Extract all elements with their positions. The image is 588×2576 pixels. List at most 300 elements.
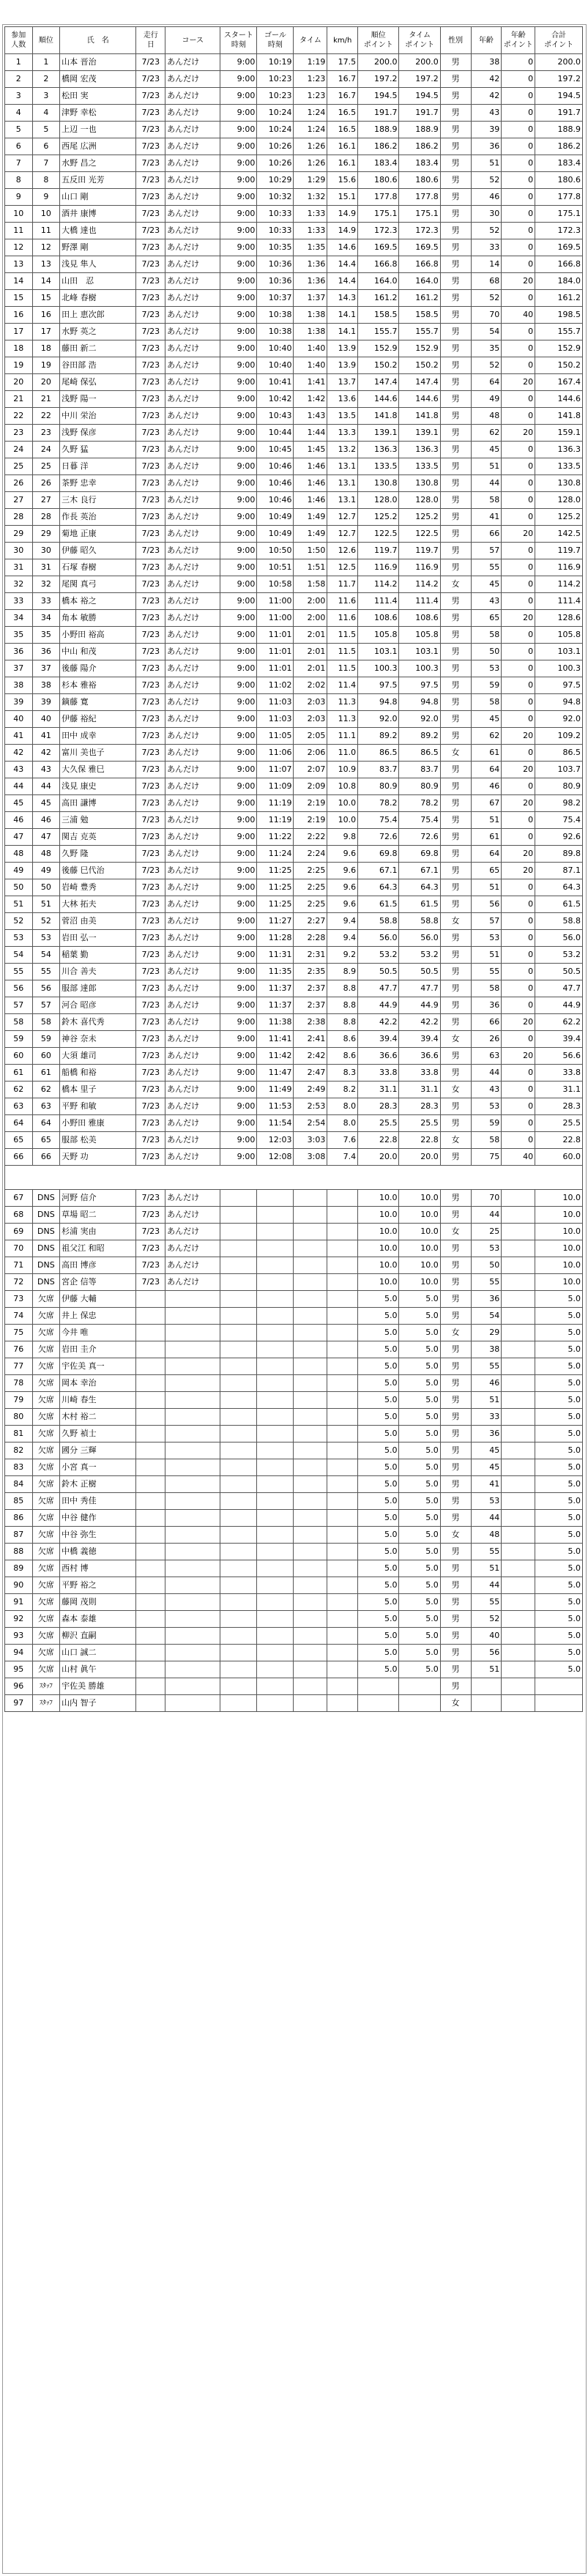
course-cell: あんだけ [165,1207,220,1224]
course-cell [165,1459,220,1476]
participant-no-cell: 90 [5,1577,33,1594]
goal-time-cell: 10:26 [257,138,294,155]
table-row [5,1098,583,1115]
course-cell: あんだけ [165,576,220,593]
rank-points-cell: 75.4 [358,812,399,829]
age-points-cell: 20 [502,846,535,863]
goal-time-cell [257,1325,294,1341]
age-points-cell: 20 [502,374,535,391]
age-cell: 50 [471,644,502,660]
gender-cell: 男 [440,1257,471,1274]
speed-cell: 9.4 [327,913,358,930]
gender-cell: 男 [440,1426,471,1443]
time-cell [294,1358,327,1375]
time-cell: 2:02 [294,677,327,694]
table-row [5,829,583,846]
time-cell: 1:24 [294,122,327,138]
total-points-cell: 62.2 [535,1014,583,1031]
goal-time-cell: 11:42 [257,1048,294,1065]
participant-no-cell: 22 [5,408,33,425]
run-date-cell: 7/23 [136,273,165,290]
table-row [5,896,583,913]
time-cell: 1:36 [294,273,327,290]
gender-cell: 男 [440,1611,471,1628]
run-date-cell [136,1308,165,1325]
speed-cell [327,1476,358,1493]
gender-cell: 男 [440,543,471,559]
rank-points-cell: 5.0 [358,1661,399,1678]
name-cell: 水野 英之 [60,324,136,340]
start-time-cell: 9:00 [220,239,257,256]
run-date-cell: 7/23 [136,879,165,896]
speed-cell: 9.8 [327,829,358,846]
goal-time-cell: 11:47 [257,1065,294,1082]
time-cell: 2:07 [294,762,327,778]
run-date-cell: 7/23 [136,1082,165,1098]
rank-cell: 56 [32,980,60,997]
table-row [5,1115,583,1132]
rank-points-cell: 122.5 [358,526,399,543]
time-cell: 2:01 [294,660,327,677]
participant-no-cell: 85 [5,1493,33,1510]
goal-time-cell: 10:33 [257,206,294,223]
age-cell: 52 [471,172,502,189]
goal-time-cell [257,1207,294,1224]
name-cell: 田中 成幸 [60,728,136,745]
course-cell [165,1443,220,1459]
start-time-cell: 9:00 [220,273,257,290]
time-cell [294,1645,327,1661]
rank-points-cell: 158.5 [358,307,399,324]
age-points-cell: 0 [502,122,535,138]
time-cell: 1:29 [294,172,327,189]
run-date-cell: 7/23 [136,374,165,391]
speed-cell: 13.7 [327,374,358,391]
table-row [5,1048,583,1065]
table-row [5,1274,583,1291]
age-cell: 14 [471,256,502,273]
time-cell: 2:38 [294,1014,327,1031]
age-cell: 58 [471,492,502,509]
gender-cell: 男 [440,273,471,290]
time-cell: 1:24 [294,105,327,122]
time-cell [294,1274,327,1291]
course-cell: あんだけ [165,1132,220,1149]
table-row [5,795,583,812]
course-cell: あんだけ [165,930,220,947]
age-points-cell [502,1476,535,1493]
speed-cell: 14.9 [327,223,358,239]
header-name: 氏 名 [60,27,136,54]
name-cell: 山口 剛 [60,189,136,206]
goal-time-cell: 11:54 [257,1115,294,1132]
start-time-cell: 9:00 [220,223,257,239]
rank-points-cell: 5.0 [358,1325,399,1341]
gender-cell: 男 [440,509,471,526]
speed-cell [327,1274,358,1291]
table-row [5,644,583,660]
run-date-cell: 7/23 [136,1257,165,1274]
age-cell: 44 [471,475,502,492]
name-cell: 高田 謙博 [60,795,136,812]
total-points-cell: 5.0 [535,1459,583,1476]
rank-points-cell: 155.7 [358,324,399,340]
age-cell: 66 [471,1014,502,1031]
course-cell: あんだけ [165,997,220,1014]
age-points-cell [502,1611,535,1628]
name-cell: 久野 隆 [60,846,136,863]
rank-points-cell: 80.9 [358,778,399,795]
speed-cell: 8.8 [327,1014,358,1031]
participant-no-cell: 95 [5,1661,33,1678]
rank-points-cell: 139.1 [358,425,399,442]
age-points-cell: 0 [502,896,535,913]
goal-time-cell [257,1375,294,1392]
age-cell: 55 [471,1358,502,1375]
time-points-cell: 111.4 [399,593,440,610]
rank-points-cell: 58.8 [358,913,399,930]
speed-cell: 11.4 [327,677,358,694]
header-course: コース [165,27,220,54]
gender-cell: 男 [440,425,471,442]
rank-cell: 33 [32,593,60,610]
gender-cell: 男 [440,1661,471,1678]
age-cell: 50 [471,1257,502,1274]
course-cell: あんだけ [165,543,220,559]
name-cell: 船橋 和裕 [60,1065,136,1082]
time-cell: 2:49 [294,1082,327,1098]
course-cell: あんだけ [165,762,220,778]
course-cell [165,1510,220,1527]
participant-no-cell: 94 [5,1645,33,1661]
participant-no-cell: 48 [5,846,33,863]
gender-cell: 男 [440,1190,471,1207]
total-points-cell: 198.5 [535,307,583,324]
rank-cell: 19 [32,357,60,374]
gender-cell: 男 [440,71,471,88]
gender-cell: 男 [440,762,471,778]
start-time-cell: 9:00 [220,105,257,122]
time-cell: 2:01 [294,644,327,660]
course-cell [165,1291,220,1308]
run-date-cell: 7/23 [136,1190,165,1207]
header-total-points: 合計 ポイント [535,27,583,54]
start-time-cell: 9:00 [220,694,257,711]
course-cell: あんだけ [165,559,220,576]
total-points-cell: 10.0 [535,1224,583,1240]
age-points-cell: 0 [502,458,535,475]
name-cell: 後藤 陽介 [60,660,136,677]
time-points-cell: 39.4 [399,1031,440,1048]
rank-cell: 34 [32,610,60,627]
rank-points-cell: 188.9 [358,122,399,138]
age-points-cell [502,1274,535,1291]
goal-time-cell: 11:25 [257,879,294,896]
participant-no-cell: 56 [5,980,33,997]
total-points-cell: 5.0 [535,1426,583,1443]
gender-cell: 男 [440,930,471,947]
time-cell [294,1409,327,1426]
rank-points-cell: 5.0 [358,1308,399,1325]
rank-cell: 7 [32,155,60,172]
run-date-cell: 7/23 [136,543,165,559]
age-cell: 36 [471,997,502,1014]
start-time-cell [220,1476,257,1493]
rank-cell: 欠席 [32,1476,60,1493]
course-cell: あんだけ [165,357,220,374]
age-cell: 51 [471,1392,502,1409]
gender-cell: 男 [440,1358,471,1375]
time-cell: 2:19 [294,795,327,812]
speed-cell [327,1459,358,1476]
goal-time-cell [257,1611,294,1628]
total-points-cell: 175.1 [535,206,583,223]
run-date-cell [136,1695,165,1712]
speed-cell: 15.1 [327,189,358,206]
age-cell: 29 [471,1325,502,1341]
gender-cell: 男 [440,105,471,122]
total-points-cell: 116.9 [535,559,583,576]
course-cell: あんだけ [165,155,220,172]
participant-no-cell: 63 [5,1098,33,1115]
course-cell: あんだけ [165,172,220,189]
gender-cell: 男 [440,1065,471,1082]
run-date-cell: 7/23 [136,1224,165,1240]
start-time-cell [220,1594,257,1611]
time-points-cell: 75.4 [399,812,440,829]
time-points-cell: 5.0 [399,1594,440,1611]
gender-cell: 男 [440,1240,471,1257]
goal-time-cell [257,1577,294,1594]
gender-cell: 男 [440,1098,471,1115]
participant-no-cell: 27 [5,492,33,509]
time-cell: 1:26 [294,155,327,172]
speed-cell: 8.3 [327,1065,358,1082]
table-row [5,1678,583,1695]
goal-time-cell: 10:38 [257,324,294,340]
rank-cell: 36 [32,644,60,660]
gender-cell: 男 [440,1443,471,1459]
gender-cell: 男 [440,660,471,677]
time-points-cell: 5.0 [399,1611,440,1628]
run-date-cell: 7/23 [136,307,165,324]
gender-cell: 男 [440,1577,471,1594]
gender-cell: 男 [440,391,471,408]
goal-time-cell: 10:49 [257,526,294,543]
participant-no-cell: 6 [5,138,33,155]
goal-time-cell [257,1240,294,1257]
total-points-cell: 188.9 [535,122,583,138]
total-points-cell: 5.0 [535,1527,583,1544]
run-date-cell [136,1493,165,1510]
gender-cell: 男 [440,711,471,728]
start-time-cell: 9:00 [220,677,257,694]
age-cell: 42 [471,88,502,105]
header-gender: 性別 [440,27,471,54]
time-points-cell: 5.0 [399,1443,440,1459]
age-points-cell: 20 [502,610,535,627]
total-points-cell: 5.0 [535,1476,583,1493]
name-cell: 高田 博彦 [60,1257,136,1274]
total-points-cell: 5.0 [535,1358,583,1375]
course-cell [165,1341,220,1358]
start-time-cell: 9:00 [220,1014,257,1031]
goal-time-cell: 11:37 [257,980,294,997]
goal-time-cell: 11:31 [257,947,294,964]
name-cell: 西村 博 [60,1560,136,1577]
age-cell: 45 [471,1443,502,1459]
name-cell: 祖父江 和昭 [60,1240,136,1257]
course-cell [165,1695,220,1712]
participant-no-cell: 23 [5,425,33,442]
time-points-cell: 67.1 [399,863,440,879]
total-points-cell: 5.0 [535,1291,583,1308]
start-time-cell: 9:00 [220,728,257,745]
rank-points-cell: 42.2 [358,1014,399,1031]
total-points-cell: 10.0 [535,1207,583,1224]
time-points-cell: 10.0 [399,1190,440,1207]
age-points-cell: 0 [502,1132,535,1149]
table-row [5,1409,583,1426]
run-date-cell: 7/23 [136,71,165,88]
age-points-cell: 0 [502,408,535,425]
goal-time-cell [257,1678,294,1695]
rank-cell: 35 [32,627,60,644]
time-points-cell: 47.7 [399,980,440,997]
age-points-cell: 0 [502,644,535,660]
start-time-cell: 9:00 [220,155,257,172]
run-date-cell: 7/23 [136,694,165,711]
rank-cell: 49 [32,863,60,879]
rank-cell: 64 [32,1115,60,1132]
goal-time-cell: 11:24 [257,846,294,863]
speed-cell: 7.6 [327,1132,358,1149]
table-row [5,627,583,644]
course-cell: あんだけ [165,1224,220,1240]
speed-cell: 12.7 [327,526,358,543]
time-points-cell: 152.9 [399,340,440,357]
table-row [5,1224,583,1240]
table-row [5,762,583,778]
speed-cell: 8.8 [327,997,358,1014]
participant-no-cell: 88 [5,1544,33,1560]
start-time-cell [220,1611,257,1628]
run-date-cell: 7/23 [136,1031,165,1048]
time-cell: 2:37 [294,980,327,997]
run-date-cell: 7/23 [136,644,165,660]
time-points-cell: 5.0 [399,1661,440,1678]
speed-cell: 13.3 [327,425,358,442]
time-points-cell: 5.0 [399,1544,440,1560]
start-time-cell [220,1224,257,1240]
total-points-cell: 103.7 [535,762,583,778]
name-cell: 河野 信介 [60,1190,136,1207]
table-row [5,1476,583,1493]
time-cell [294,1476,327,1493]
start-time-cell: 9:00 [220,1149,257,1166]
run-date-cell: 7/23 [136,155,165,172]
age-points-cell: 0 [502,660,535,677]
rank-points-cell: 133.5 [358,458,399,475]
course-cell [165,1560,220,1577]
total-points-cell: 60.0 [535,1149,583,1166]
speed-cell: 11.0 [327,745,358,762]
course-cell [165,1628,220,1645]
gender-cell: 男 [440,1493,471,1510]
course-cell: あんだけ [165,442,220,458]
age-points-cell [502,1257,535,1274]
course-cell: あんだけ [165,239,220,256]
start-time-cell: 9:00 [220,997,257,1014]
age-points-cell: 0 [502,290,535,307]
name-cell: 山田 忍 [60,273,136,290]
total-points-cell: 10.0 [535,1190,583,1207]
speed-cell: 11.6 [327,593,358,610]
goal-time-cell: 10:19 [257,54,294,71]
name-cell: 橋本 里子 [60,1082,136,1098]
gender-cell: 男 [440,644,471,660]
age-points-cell: 0 [502,879,535,896]
goal-time-cell: 10:45 [257,442,294,458]
time-points-cell: 10.0 [399,1274,440,1291]
start-time-cell: 9:00 [220,458,257,475]
rank-points-cell: 180.6 [358,172,399,189]
age-cell: 61 [471,829,502,846]
total-points-cell: 25.5 [535,1115,583,1132]
course-cell: あんだけ [165,71,220,88]
gender-cell: 男 [440,492,471,509]
run-date-cell [136,1645,165,1661]
age-cell: 64 [471,762,502,778]
time-points-cell [399,1695,440,1712]
run-date-cell [136,1409,165,1426]
speed-cell: 12.5 [327,559,358,576]
start-time-cell [220,1661,257,1678]
age-points-cell: 0 [502,475,535,492]
start-time-cell: 9:00 [220,307,257,324]
rank-cell: ｽﾀｯﾌ [32,1695,60,1712]
rank-points-cell: 130.8 [358,475,399,492]
time-points-cell [399,1678,440,1695]
participant-no-cell: 93 [5,1628,33,1645]
participant-no-cell: 42 [5,745,33,762]
age-cell: 52 [471,223,502,239]
participant-no-cell: 66 [5,1149,33,1166]
table-row [5,273,583,290]
name-cell: 岩田 弘一 [60,930,136,947]
time-cell: 3:08 [294,1149,327,1166]
start-time-cell: 9:00 [220,964,257,980]
rank-cell: 欠席 [32,1611,60,1628]
name-cell: 森本 泰雄 [60,1611,136,1628]
participant-no-cell: 91 [5,1594,33,1611]
time-cell: 1:36 [294,256,327,273]
course-cell: あんだけ [165,694,220,711]
rank-points-cell: 105.8 [358,627,399,644]
time-cell: 1:42 [294,391,327,408]
age-cell: 48 [471,1527,502,1544]
gender-cell: 女 [440,1224,471,1240]
age-points-cell [502,1409,535,1426]
rank-points-cell: 144.6 [358,391,399,408]
rank-cell: 24 [32,442,60,458]
rank-cell: 37 [32,660,60,677]
rank-cell: 14 [32,273,60,290]
age-points-cell [502,1493,535,1510]
goal-time-cell: 10:50 [257,543,294,559]
age-points-cell: 20 [502,1048,535,1065]
course-cell [165,1645,220,1661]
